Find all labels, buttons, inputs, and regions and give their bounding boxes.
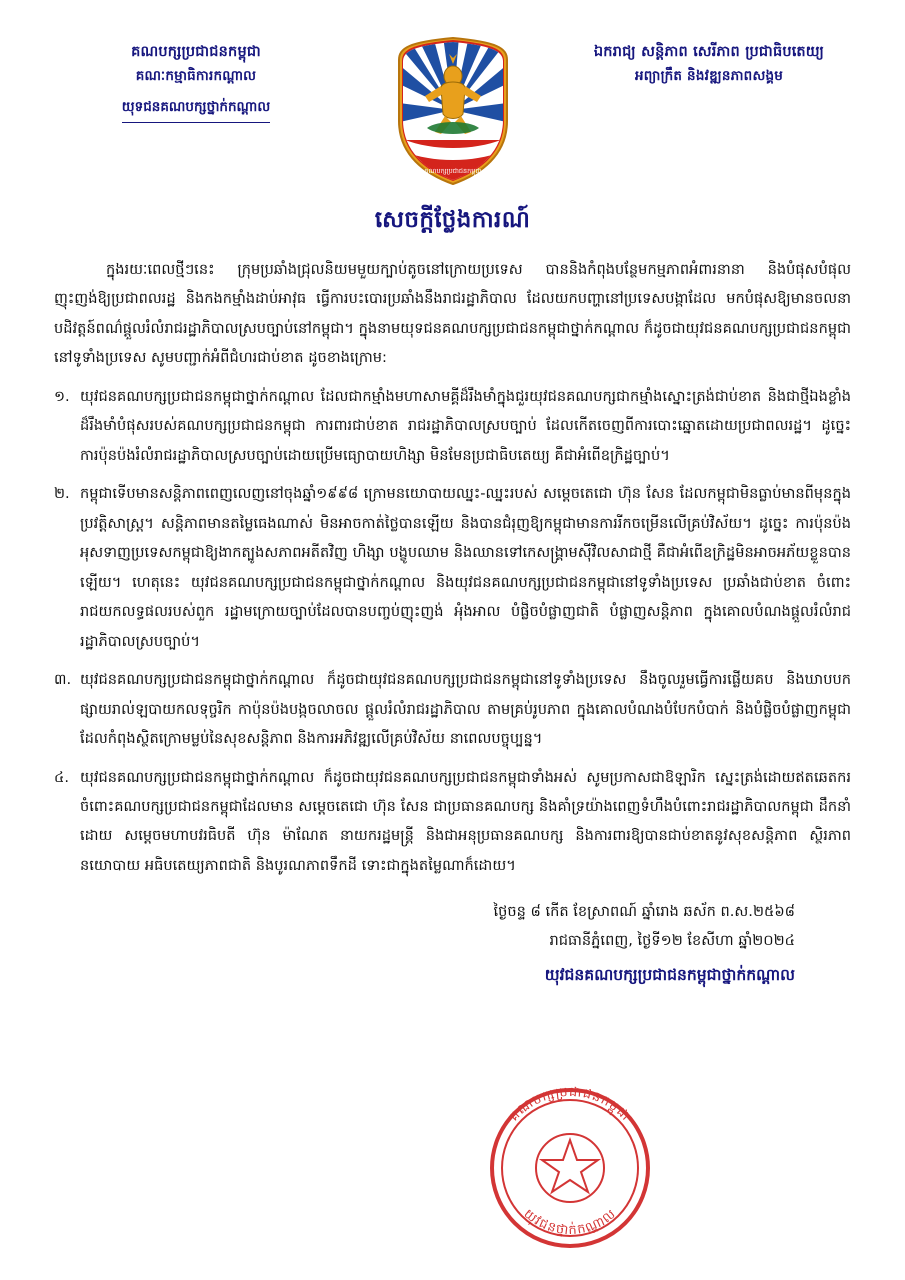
- item-text: កម្ពុជាទើបមានសន្តិភាពពេញលេញនៅចុងឆ្នាំ១៩៩៨ ក្រោមនយោបាយឈ្នះ-ឈ្នះរបស់ សម្ដេចតេជោ ហ៊ុន សែន ដែលកម្ពុជាមិនធ្លាប់មានពីមុនក្នុងប្រវត្តិសាស្ត្រ។ សន្តិភាពមានតម្លៃធេងណាស់ មិនអាចកាត់ថ្លៃបានឡើយ និងបានជំរុញឱ្យកម្ពុជាមានការរីកចម្រើនលើគ្រប់វិស័យ។ ដូច្នេះ ការប៉ុនប៉ងអុសទាញប្រទេសកម្ពុជាឱ្យងាកត្បូងសភាពអតីតវិញ ហិង្សា បង្ខូបឈាម និងឈានទៅកេសង្គ្រាមស៊ីវិលសាជាថ្មី គឺជាអំពើឧក្រិដ្ឋមិនអាចអភ័យខ្លួនបានឡើយ។ ហេតុនេះ យុវជនគណបក្សប្រជាជនកម្ពុជាថ្នាក់កណ្ដាល និងយុវជនគណបក្សប្រជាជនកម្ពុជានៅទូទាំងប្រទេស ប្រឆាំងជាប់ខាត ចំពោះរាជយកលទ្ធផលរបស់ពួក រដ្ឋាមក្រោយច្បាប់ដែលបានបញ្ចប់ញុះញង់ អុំងអាល បំផ្លិចបំផ្លាញជាតិ បំផ្លាញសន្តិភាព ក្នុងគោលបំណងផ្ដួលរំលំរាជរដ្ឋាភិបាលស្របច្បាប់។: [80, 485, 851, 650]
- party-name: គណបក្សប្រជាជនកម្ពុជា: [131, 44, 261, 60]
- official-round-stamp: [470, 1068, 670, 1268]
- item-text: យុវជនគណបក្សប្រជាជនកម្ពុជាថ្នាក់កណ្ដាល ក៏ដូចជាយុវជនគណបក្សប្រជាជនកម្ពុជានៅទូទាំងប្រទេស នឹងចូលរួមធ្វើការផ្លើយគប និងឃាបបកផ្សាយរាល់ឡបាយកលទុច្ចរិក កាប៉ុនប៉ងបង្កចលាចល ផ្ដួលរំលំរាជរដ្ឋាភិបាល តាមគ្រប់រូបភាព ក្នុងគោលបំណងបំបែកបំបាក់ និងបំផ្លិចបំផ្លាញកម្ពុជា ដែលកំពុងស្ថិតក្រោមម្លប់នៃសុខសន្តិភាព និងការអភិវឌ្ឍលើគ្រប់វិស័យ នាពេលបច្ចុប្បន្ន។: [80, 671, 851, 748]
- emblem-container: [363, 34, 543, 186]
- youth-unit-name: យុទជនគណបក្សថ្នាក់កណ្ដាល: [122, 96, 270, 123]
- list-item: [54, 479, 851, 656]
- signoff-gregorian-date: រាជធានីភ្នំពេញ, ថ្ងៃទី១២ ខែសីហា ឆ្នាំ២០២៤: [549, 931, 795, 949]
- stamp-bottom-text: យុវជនថ្នាក់កណ្ដាល: [520, 1206, 620, 1239]
- item-number: ៤.: [54, 768, 69, 786]
- intro-paragraph: ក្នុងរយៈពេលថ្មីៗនេះ ក្រុមប្រឆាំងជ្រុលនិយមមួយក្បាប់តូចនៅក្រោយប្រទេស បាននិងកំពុងបន្ថែមកម្មភាពអំពារនានា និងបំផុសបំផុល ញុះញង់ឱ្យប្រជាពលរដ្ឋ និងកងកម្មាំងដាប់អាវុធ ធ្វើការបះបោរប្រឆាំងនឹងរាជរដ្ឋាភិបាល ដែលយកបញ្ហានៅប្រទេសបង្កាដែល មកបំផុសឱ្យមានចលនាបដិវត្តន៍ពណ៌ផ្ដួលរំលំរាជរដ្ឋាភិបាលស្របច្បាប់នៅកម្ពុជា។ ក្នុងនាមយុទជនគណបក្សប្រជាជនកម្ពុជាថ្នាក់កណ្ដាល ក៏ដូចជាយុវជនគណបក្សប្រជាជនកម្ពុជានៅទូទាំងប្រទេស សូមបញ្ជាក់អំពីជំហរជាប់ខាត ដូចខាងក្រោម:: [54, 261, 851, 367]
- signoff-block: [54, 898, 851, 990]
- header-left-block: [46, 34, 346, 123]
- item-text: យុវជនគណបក្សប្រជាជនកម្ពុជាថ្នាក់កណ្ដាល ក៏ដូចជាយុវជនគណបក្សប្រជាជនកម្ពុជាទាំងអស់ សូមប្រកាសជាឱឡារិក ស្នេះត្រង់ដោយឥតឆេតករ ចំពោះគណបក្សប្រជាជនកម្ពុជាដែលមាន សម្ដេចតេជោ ហ៊ុន សែន ជាប្រធានគណបក្ស និងគាំទ្រយ៉ាងពេញទំហឹងបំពោះរាជរដ្ឋាភិបាលកម្ពុជា ដឹកនាំដោយ សម្ដេចមហាបវរធិបតី ហ៊ុន ម៉ាណែត នាយករដ្ឋមន្ត្រី និងជាអនុប្រធានគណបក្ស និងការពារឱ្យបានជាប់ខាតនូវសុខសន្តិភាព ស្ថិរភាពនយោបាយ អធិបតេយ្យភាពជាតិ និងបូរណភាពទឹកដី ទោះជាក្នុងតម្លៃណាក៏ដោយ។: [80, 768, 851, 874]
- item-number: ២.: [54, 485, 70, 503]
- cpp-party-emblem: [391, 36, 515, 186]
- document-body: [0, 255, 905, 991]
- item-number: ១.: [54, 387, 70, 405]
- list-item: [54, 763, 851, 881]
- list-item: [54, 665, 851, 753]
- page-title: សេចក្ដីថ្លែងការណ៍: [374, 207, 531, 233]
- national-motto-line1: ឯករាជ្យ សន្តិភាព សេរីភាព ប្រជាធិបតេយ្យ: [593, 44, 825, 60]
- list-item: [54, 382, 851, 470]
- document-header: [0, 0, 905, 200]
- national-motto-line2: អព្យាក្រឹត និងវឌ្ឍនភាពសង្គម: [634, 68, 784, 85]
- svg-text:គណបក្សប្រជាជនកម្ពុជា: [507, 1085, 633, 1125]
- stamp-top-text: គណបក្សប្រជាជនកម្ពុជា: [506, 1084, 634, 1125]
- signoff-buddhist-date: ថ្ងៃចន្ទ ៨ កើត ខែស្រាពណ៍ ឆ្នាំរោង ឆស័ក ព.ស.២៥៦៨: [493, 903, 795, 921]
- item-number: ៣.: [54, 671, 72, 689]
- emblem-caption: គណបក្សប្រជាជនកម្ពុជា: [423, 167, 482, 175]
- header-right-block: [559, 34, 859, 89]
- svg-text:យុវជនថ្នាក់កណ្ដាល: [520, 1206, 619, 1238]
- central-committee: គណៈកម្មាធិការកណ្ដាល: [135, 68, 257, 85]
- item-text: យុវជនគណបក្សប្រជាជនកម្ពុជាថ្នាក់កណ្ដាល ដែលជាកម្មាំងមហាសាមគ្គីដ៏រឹងមាំក្នុងជួរយុវជនគណបក្សជាកម្មាំងស្នោះត្រង់ជាប់ខាត និងជាថ្មីឯងខ្លាំងដ៏រឹងមាំបំផុសរបស់គណបក្សប្រជាជនកម្ពុជា ការពារជាប់ខាត រាជរដ្ឋាភិបាលស្របច្បាប់ ដែលកើតចេញពីការបោះឆ្នោតដោយប្រជាពលរដ្ឋ។ ដូច្នេះ ការប៉ុនប៉ងរំលំរាជរដ្ឋាភិបាលស្របច្បាប់ដោយប្រើមធ្យោបាយហិង្សា មិនមែនប្រជាធិបតេយ្យ គឺជាអំពើឧក្រិដ្ឋច្បាប់។: [80, 387, 851, 464]
- signoff-signatory: យុវជនគណបក្សប្រជាជនកម្ពុជាថ្នាក់កណ្ដាល: [544, 966, 795, 985]
